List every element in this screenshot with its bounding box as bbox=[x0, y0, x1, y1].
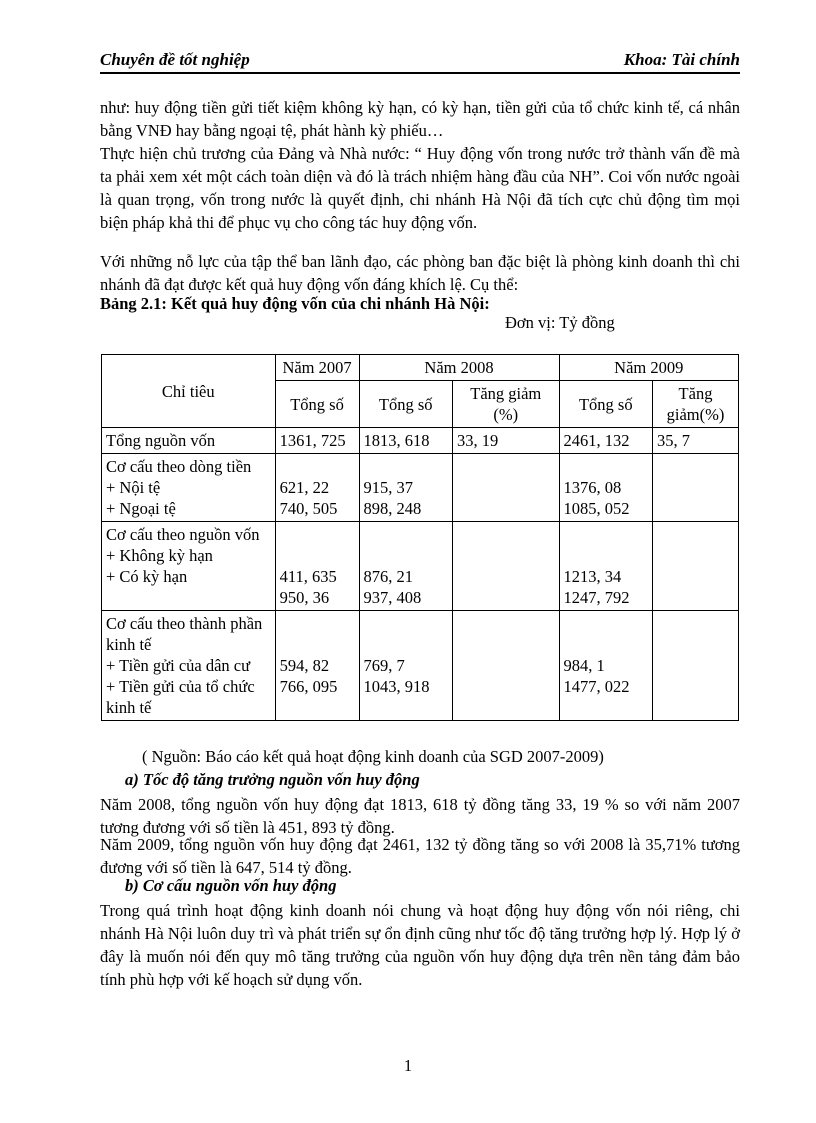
header-tong-so-2009: Tổng số bbox=[559, 381, 652, 428]
cell-value: 876, 21 bbox=[363, 567, 414, 586]
cell-value: 1213, 34 bbox=[563, 567, 622, 586]
sub-label: + Tiền gửi của tổ chức kinh tế bbox=[106, 677, 255, 717]
cell-value: 1085, 052 bbox=[563, 499, 630, 518]
cell-group bbox=[559, 611, 652, 721]
subheading-a: a) Tốc độ tăng trưởng nguồn vốn huy động bbox=[125, 770, 420, 789]
cell-value: 621, 22 bbox=[279, 478, 330, 497]
table-row bbox=[102, 522, 739, 611]
cell-empty bbox=[452, 454, 559, 522]
cell-value: 594, 82 bbox=[279, 656, 330, 675]
paragraph-2: Thực hiện chủ trương của Đảng và Nhà nước: “ Huy động vốn trong nước trở thành vấn đề mà ta phải xem xét một cách toàn diện và đó là trách nhiệm hàng đầu của NH”. Coi vốn nước ngoài là quan trọng, vốn trong nước là quyết định, chi nhánh Hà Nội đã tích cực chủ động tìm mọi biện pháp khả thi để phục vụ cho công tác huy động vốn. bbox=[100, 144, 740, 232]
cell-value: 2461, 132 bbox=[559, 428, 652, 454]
group-label: Cơ cấu theo dòng tiền bbox=[106, 457, 252, 476]
cell-value: 1361, 725 bbox=[275, 428, 359, 454]
cell-empty bbox=[452, 611, 559, 721]
header-nam-2008: Năm 2008 bbox=[359, 355, 559, 381]
sub-label: + Không kỳ hạn bbox=[106, 546, 213, 565]
cell-group bbox=[275, 611, 359, 721]
paragraph-3: Với những nỗ lực của tập thể ban lãnh đạo, các phòng ban đặc biệt là phòng kinh doanh thì chi nhánh đã đạt được kết quả huy động vốn đáng khích lệ. Cụ thể: bbox=[100, 252, 740, 294]
table-header-row bbox=[102, 355, 739, 381]
header-nam-2007: Năm 2007 bbox=[275, 355, 359, 381]
table-title: Bảng 2.1: Kết quả huy động vốn của chi nhánh Hà Nội: bbox=[100, 294, 490, 313]
header-nam-2009: Năm 2009 bbox=[559, 355, 738, 381]
table-row bbox=[102, 454, 739, 522]
paragraph-4: Năm 2008, tổng nguồn vốn huy động đạt 1813, 618 tỷ đồng tăng 33, 19 % so với năm 2007 tương đương với số tiền là 451, 893 tỷ đồng. bbox=[100, 795, 740, 837]
paragraph-5: Năm 2009, tổng nguồn vốn huy động đạt 2461, 132 tỷ đồng tăng so với 2008 là 35,71% tương đương với số tiền là 647, 514 tỷ đồng. bbox=[100, 835, 740, 877]
cell-group bbox=[275, 454, 359, 522]
table-unit: Đơn vị: Tỷ đồng bbox=[505, 313, 615, 332]
cell-value: 915, 37 bbox=[363, 478, 414, 497]
table-row bbox=[102, 428, 739, 454]
cell-value: 1247, 792 bbox=[563, 588, 630, 607]
page-header bbox=[100, 50, 740, 74]
cell-group bbox=[275, 522, 359, 611]
paragraph-1: như: huy động tiền gửi tiết kiệm không kỳ hạn, có kỳ hạn, tiền gửi của tổ chức kinh tế, cá nhân bằng VNĐ hay bằng ngoại tệ, phát hành kỳ phiếu… bbox=[100, 98, 740, 140]
cell-value: 766, 095 bbox=[279, 677, 338, 696]
cell-value: 1813, 618 bbox=[359, 428, 452, 454]
cell-group bbox=[359, 611, 452, 721]
table-source: ( Nguồn: Báo cáo kết quả hoạt động kinh doanh của SGD 2007-2009) bbox=[142, 747, 604, 766]
sub-label: + Nội tệ bbox=[106, 478, 161, 497]
header-chi-tieu: Chỉ tiêu bbox=[102, 355, 276, 428]
group-label: Cơ cấu theo thành phần kinh tế bbox=[106, 614, 263, 654]
cell-value: 35, 7 bbox=[653, 428, 739, 454]
cell-empty bbox=[653, 522, 739, 611]
cell-value: 740, 505 bbox=[279, 499, 338, 518]
cell-group bbox=[559, 522, 652, 611]
cell-value: 1477, 022 bbox=[563, 677, 630, 696]
sub-label: + Tiền gửi của dân cư bbox=[106, 656, 251, 675]
row-label-group bbox=[102, 454, 276, 522]
header-tong-so-2008: Tổng số bbox=[359, 381, 452, 428]
cell-value: 937, 408 bbox=[363, 588, 422, 607]
group-label: Cơ cấu theo nguồn vốn bbox=[106, 525, 260, 544]
cell-value: 950, 36 bbox=[279, 588, 330, 607]
subheading-b: b) Cơ cấu nguồn vốn huy động bbox=[125, 876, 337, 895]
header-left: Chuyên đề tốt nghiệp bbox=[100, 50, 250, 69]
table-row bbox=[102, 611, 739, 721]
cell-group bbox=[359, 522, 452, 611]
sub-label: + Ngoại tệ bbox=[106, 499, 176, 518]
header-tang-giam-2009: Tăng giảm(%) bbox=[653, 381, 739, 428]
cell-value: 984, 1 bbox=[563, 656, 605, 675]
paragraph-6: Trong quá trình hoạt động kinh doanh nói chung và hoạt động huy động vốn nói riêng, chi nhánh Hà Nội luôn duy trì và phát triển sự ổn định cũng như tốc độ tăng trưởng hợp lý. Hợp lý ở đây là muốn nói đến quy mô tăng trưởng của nguồn vốn huy động dựa trên nền tảng đảm bảo tính phù hợp với kế hoạch sử dụng vốn. bbox=[100, 901, 740, 989]
cell-value: 33, 19 bbox=[452, 428, 559, 454]
data-table bbox=[101, 354, 739, 721]
header-right: Khoa: Tài chính bbox=[623, 50, 740, 69]
header-tang-giam-2008: Tăng giảm (%) bbox=[452, 381, 559, 428]
cell-value: 1043, 918 bbox=[363, 677, 430, 696]
sub-label: + Có kỳ hạn bbox=[106, 567, 188, 586]
cell-value: 898, 248 bbox=[363, 499, 422, 518]
cell-group bbox=[359, 454, 452, 522]
cell-empty bbox=[452, 522, 559, 611]
cell-empty bbox=[653, 454, 739, 522]
row-label-group bbox=[102, 522, 276, 611]
cell-value: 769, 7 bbox=[363, 656, 405, 675]
row-label-group bbox=[102, 611, 276, 721]
page-number: 1 bbox=[403, 1056, 413, 1075]
cell-empty bbox=[653, 611, 739, 721]
row-label: Tổng nguồn vốn bbox=[102, 428, 276, 454]
cell-value: 1376, 08 bbox=[563, 478, 622, 497]
cell-group bbox=[559, 454, 652, 522]
cell-value: 411, 635 bbox=[279, 567, 337, 586]
header-tong-so-2007: Tổng số bbox=[275, 381, 359, 428]
